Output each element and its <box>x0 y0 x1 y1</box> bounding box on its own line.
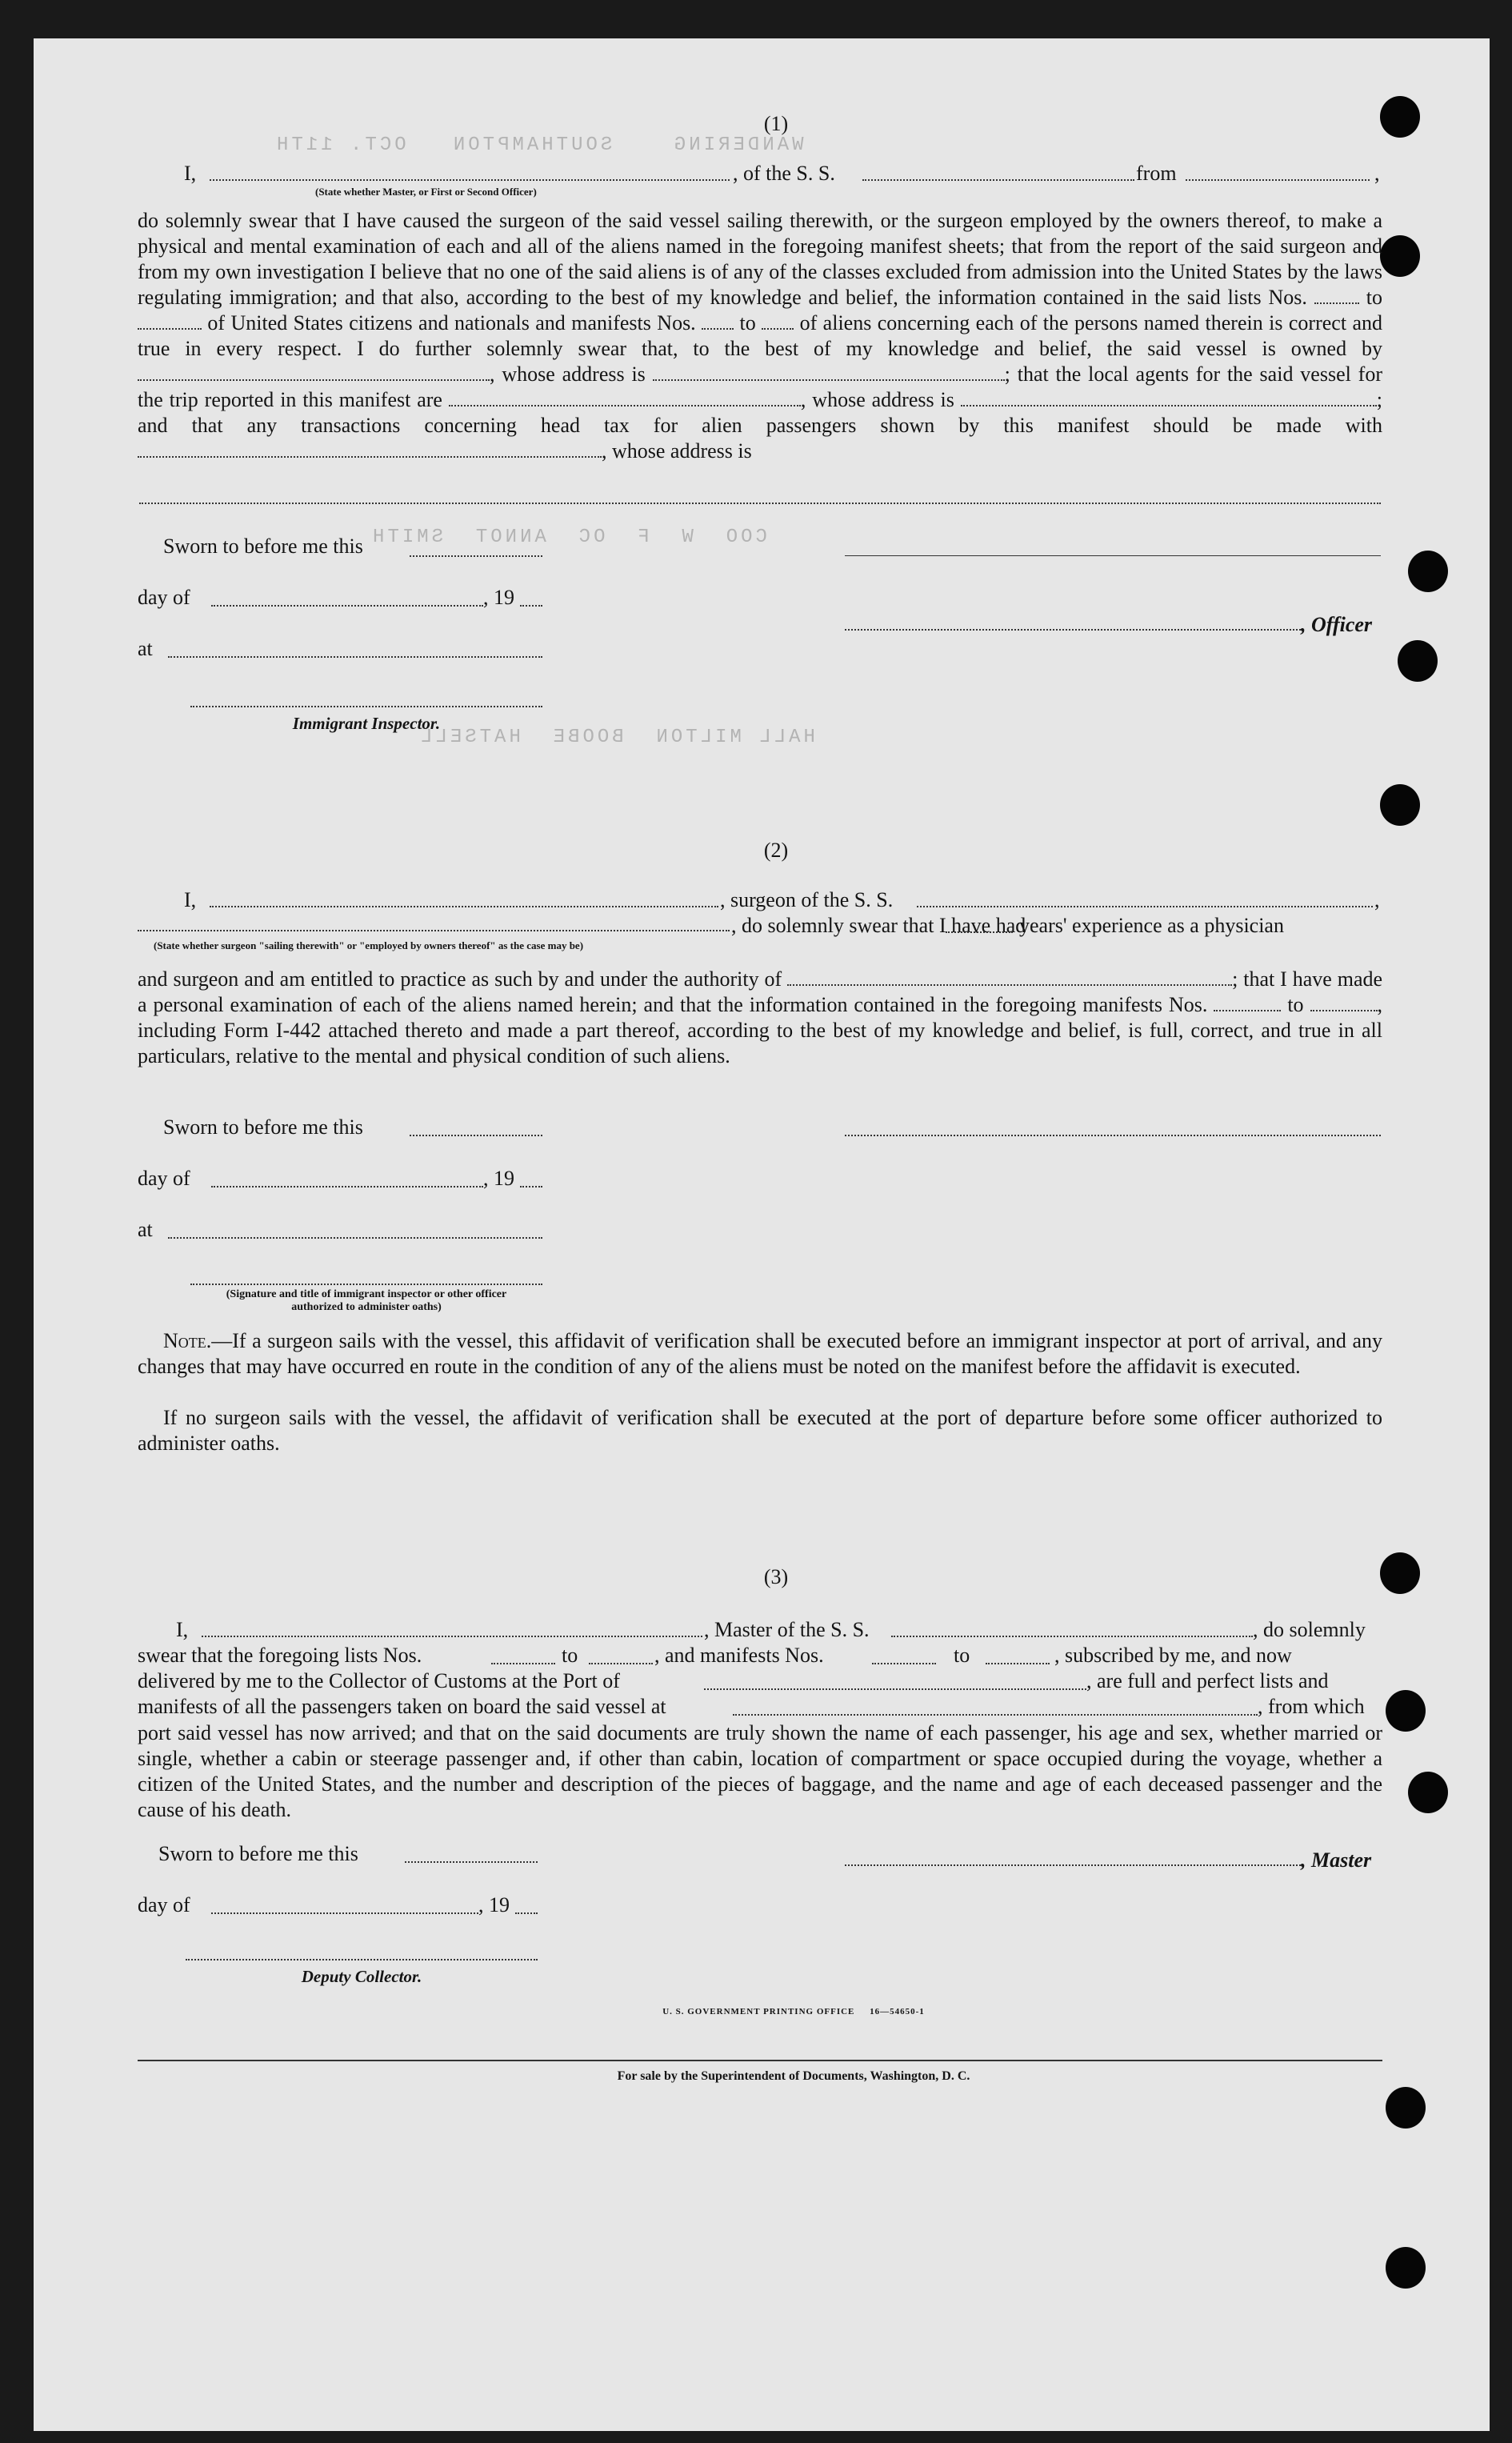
s1-officer-name-field[interactable] <box>210 179 730 181</box>
s1-year-field[interactable] <box>520 605 542 607</box>
s1-sworn-label: Sworn to before me this <box>163 535 363 558</box>
s2-ship-name-field[interactable] <box>917 906 1373 907</box>
s3-manifests-from-field[interactable] <box>872 1663 936 1664</box>
s1-i-label: I, <box>184 162 197 185</box>
s2-years-label: years' experience as a physician <box>1019 914 1284 937</box>
s3-port-field[interactable] <box>704 1688 1086 1690</box>
s2-manifests-from-field[interactable] <box>1214 994 1281 1011</box>
bleed-through-text: COO W F OC ANNOT SMITH <box>370 527 767 548</box>
s1-manifests-to-field[interactable] <box>762 312 794 330</box>
s3-master-of-label: , Master of the S. S. <box>704 1618 870 1641</box>
section-2-number: (2) <box>763 839 789 862</box>
form-page <box>34 38 1490 2431</box>
s1-sworn-date-field[interactable] <box>410 555 542 557</box>
s1-from-label: from <box>1136 162 1177 185</box>
s1-agents-address-field[interactable] <box>961 389 1377 406</box>
s3-day-field[interactable] <box>211 1912 478 1914</box>
s2-note2-paragraph: If no surgeon sails with the vessel, the affidavit of verification shall be executed at the port of departure before some officer authorized to administer oaths. <box>138 1406 1382 1455</box>
s3-p3a-label: swear that the foregoing lists Nos. <box>138 1644 422 1667</box>
s2-sailing-field[interactable] <box>138 930 730 931</box>
s1-day-field[interactable] <box>211 605 483 607</box>
s3-manifests-to-field[interactable] <box>986 1663 1050 1664</box>
s1-officer-title-field[interactable] <box>845 629 1301 631</box>
s2-at-field[interactable] <box>168 1237 542 1239</box>
s1-oath-paragraph: do solemnly swear that I have caused the surgeon of the said vessel sailing therewith, or the surgeon employed by the owners thereof, to make a physical and mental examination of each and all of the aliens named in the foregoing manifest sheets; that from the report of the said surgeon and from my own investigation I believe that no one of the said aliens is of any of the classes excluded from admission into the United States by the laws regulating immigration; and that also, according to the best of my knowledge and belief, the information contained in the said lists Nos. to of United States citizens and nationals and manifests Nos. to of aliens concerning each of the persons named therein is correct and true in every respect. I do further solemnly swear that, to the best of my knowledge and belief, the said vessel is owned by , whose address is ; that the local agents for the said vessel for the trip reported in this manifest are , whose address is ; and that any transactions concerning head tax for alien passengers shown by this manifest should be made with , whose address is <box>138 209 1383 463</box>
s2-year-label: , 19 <box>483 1167 514 1190</box>
punch-hole <box>1386 2087 1426 2129</box>
s3-master-signature-line[interactable] <box>845 1864 1301 1866</box>
for-sale-note: For sale by the Superintendent of Documents, Washington, D. C. <box>617 2069 970 2083</box>
s3-year-label: , 19 <box>478 1893 510 1916</box>
s1-lists-to-field[interactable] <box>138 312 202 330</box>
s2-oath-paragraph: and surgeon and am entitled to practice as such by and under the authority of ; that I have made a personal examination of each of the aliens named herein; and that the information contained in the foregoing manifests Nos. to , including Form I-442 attached thereto and made a part thereof, according to the best of my knowledge and belief, is full, correct, and true in all particulars, relative to the mental and physical condition of such aliens. <box>138 967 1383 1067</box>
s3-lists-from-field[interactable] <box>491 1663 555 1664</box>
s1-from-port-field[interactable] <box>1186 179 1370 181</box>
s1-ship-name-field[interactable] <box>862 179 1134 181</box>
s2-caption: (State whether surgeon "sailing therewith" or "employed by owners thereof" as the case may be) <box>154 939 584 951</box>
s2-day-of-label: day of <box>138 1167 190 1190</box>
s3-i-label: I, <box>176 1618 189 1641</box>
s2-authority-field[interactable] <box>787 968 1232 986</box>
s1-manifests-from-field[interactable] <box>702 312 734 330</box>
s1-day-of-label: day of <box>138 586 190 609</box>
punch-hole <box>1408 551 1448 592</box>
punch-hole <box>1398 640 1438 682</box>
s1-at-label: at <box>138 637 153 660</box>
s3-p3c-end-label: , from which <box>1258 1695 1365 1718</box>
s2-surgeon-of-label: , surgeon of the S. S. <box>720 888 894 911</box>
s2-signature-caption: (Signature and title of immigrant inspector or other officer authorized to administer oaths) <box>226 1288 507 1313</box>
s1-head-tax-address-field[interactable] <box>139 503 1381 504</box>
punch-hole <box>1408 1772 1448 1813</box>
s1-year-label: , 19 <box>483 586 514 609</box>
s1-owner-field[interactable] <box>138 363 490 381</box>
printing-office-imprint: U. S. GOVERNMENT PRINTING OFFICE 16—54650-1 <box>662 2007 925 2016</box>
s2-at-label: at <box>138 1218 153 1241</box>
s3-solemnly-label: , do solemnly <box>1253 1618 1366 1641</box>
s3-ship-name-field[interactable] <box>891 1636 1253 1637</box>
s3-day-of-label: day of <box>138 1893 190 1916</box>
s3-year-field[interactable] <box>515 1912 538 1914</box>
s1-of-ss-label: , of the S. S. <box>733 162 835 185</box>
s2-i-label: I, <box>184 888 197 911</box>
s1-owner-address-field[interactable] <box>653 363 1005 381</box>
s3-p3b-end-label: , are full and perfect lists and <box>1086 1669 1329 1692</box>
s2-year-field[interactable] <box>520 1186 542 1187</box>
s2-years-field[interactable] <box>946 931 1013 933</box>
s2-sworn-label: Sworn to before me this <box>163 1115 363 1139</box>
s3-p3a-end-label: , subscribed by me, and now <box>1054 1644 1292 1667</box>
s2-comma: , <box>1374 888 1380 911</box>
s3-p3a-to-label: to <box>562 1644 578 1667</box>
s2-sworn-date-field[interactable] <box>410 1135 542 1136</box>
s2-inspector-signature-line[interactable] <box>190 1284 542 1285</box>
s3-deputy-signature-line[interactable] <box>186 1959 538 1960</box>
s2-solemnly-label: , do solemnly swear that I have had <box>731 914 1026 937</box>
s3-p3a-manifests-label: , and manifests Nos. <box>654 1644 824 1667</box>
s2-surgeon-signature-line[interactable] <box>845 1135 1381 1136</box>
s1-agents-field[interactable] <box>449 389 801 406</box>
s3-master-name-field[interactable] <box>202 1636 702 1637</box>
punch-hole <box>1380 784 1420 826</box>
section-3-number: (3) <box>763 1565 789 1588</box>
punch-hole <box>1380 96 1420 138</box>
s2-surgeon-name-field[interactable] <box>210 906 718 907</box>
bleed-through-text: HALL MILTON BOOBE HATSELL <box>418 727 815 748</box>
s3-boarding-port-field[interactable] <box>733 1714 1258 1716</box>
s1-inspector-signature-line[interactable] <box>190 706 542 707</box>
s1-officer-caption: (State whether Master, or First or Second Officer) <box>315 186 537 198</box>
punch-hole <box>1380 235 1420 277</box>
s1-officer-signature-line[interactable] <box>845 555 1381 556</box>
s2-day-field[interactable] <box>211 1186 483 1187</box>
punch-hole <box>1386 2247 1426 2289</box>
s1-lists-from-field[interactable] <box>1314 286 1359 304</box>
s3-p3b-label: delivered by me to the Collector of Customs at the Port of <box>138 1669 620 1692</box>
s3-lists-to-field[interactable] <box>589 1663 653 1664</box>
s1-officer-label: , Officer <box>1301 613 1373 636</box>
s3-p3c-label: manifests of all the passengers taken on board the said vessel at <box>138 1695 666 1718</box>
punch-hole <box>1386 1690 1426 1732</box>
s3-deputy-label: Deputy Collector. <box>301 1967 422 1986</box>
s1-inspector-label: Immigrant Inspector. <box>292 714 441 733</box>
s2-manifests-to-field[interactable] <box>1310 994 1378 1011</box>
s3-master-label: , Master <box>1301 1848 1372 1872</box>
s2-note-paragraph: Note.—If a surgeon sails with the vessel, this affidavit of verification shall be executed before an immigrant inspector at port of arrival, and any changes that may have occurred en route in the condition of any of the aliens must be noted on the manifest before the affidavit is executed. <box>138 1329 1382 1378</box>
s1-at-field[interactable] <box>168 656 542 658</box>
punch-hole <box>1380 1552 1420 1594</box>
section-1-number: (1) <box>763 112 789 135</box>
footer-rule <box>138 2060 1382 2061</box>
s1-head-tax-field[interactable] <box>138 440 602 458</box>
s1-comma: , <box>1374 162 1380 185</box>
s3-sworn-label: Sworn to before me this <box>158 1842 358 1865</box>
s3-sworn-date-field[interactable] <box>405 1861 538 1863</box>
s3-p3a-to2-label: to <box>954 1644 970 1667</box>
bleed-through-text: WANDERING SOUTHAMPTON OCT. 11TH <box>274 134 834 156</box>
s3-oath-paragraph: port said vessel has now arrived; and that on the said documents are truly shown the name of each passenger, his age and sex, whether married or single, whether a cabin or steerage passenger and, if other than cabin, location of compartment or space occupied during the voyage, whether a citizen of the United States, and the number and description of the pieces of baggage, and the name and age of each deceased passenger and the cause of his death. <box>138 1721 1382 1821</box>
